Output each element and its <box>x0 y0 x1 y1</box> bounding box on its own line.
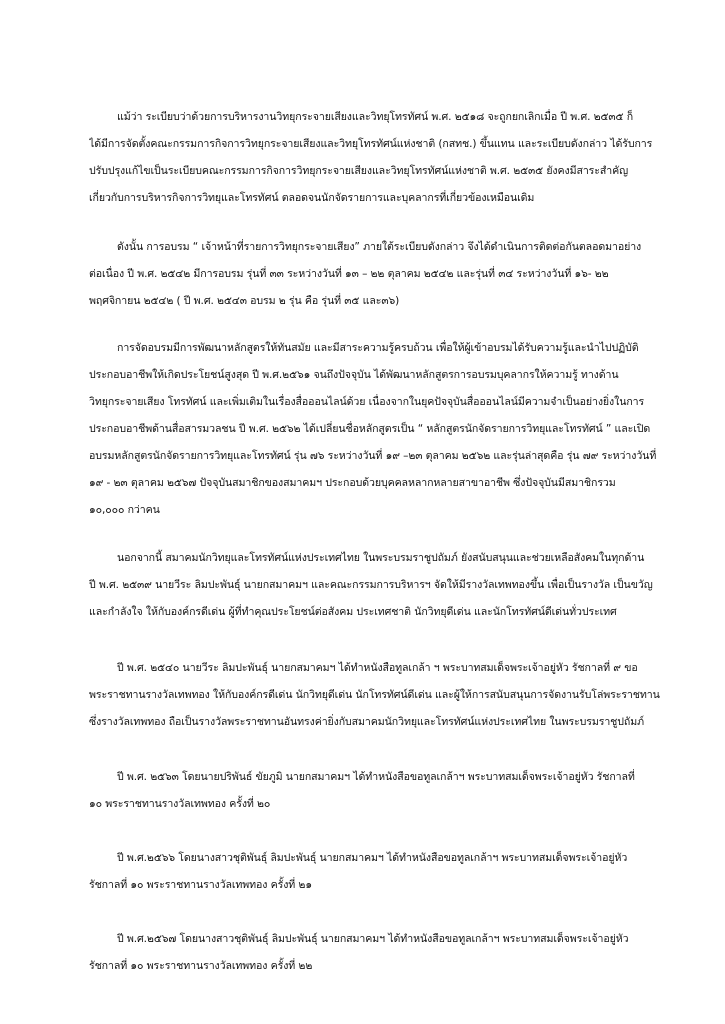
paragraph-line: ประกอบอาชีพให้เกิดประโยชน์สูงสุด ปี พ.ศ.๒๕๖๑ จนถึงปัจจุบัน ได้พัฒนาหลักสูตรการอบรมบุคลากรให้ความรู้ ทางด้าน <box>89 369 619 381</box>
paragraph-line: วิทยุกระจายเสียง โทรทัศน์ และเพิ่มเติมในเรื่องสื่อออนไลน์ด้วย เนื่องจากในยุคปัจจุบันสื่อออนไลน์มีความจำเป็นอย่างยิ่งในการ <box>89 396 645 408</box>
paragraph-line: ปี พ.ศ. ๒๕๓๙ นายวีระ ลิมปะพันธุ์ นายกสมาคมฯ และคณะกรรมการบริหารฯ จัดให้มีรางวัลเทพทองขึ้น เพื่อเป็นรางวัล เป็นขวัญ <box>89 579 653 591</box>
paragraph-line: รัชกาลที่ ๑๐ พระราชทานรางวัลเทพทอง ครั้งที่ ๒๑ <box>89 879 312 891</box>
paragraph-line: ประกอบอาชีพด้านสื่อสารมวลชน ปี พ.ศ. ๒๕๖๒ ได้เปลี่ยนชื่อหลักสูตรเป็น “ หลักสูตรนักจัดรายการวิทยุและโทรทัศน์ ” และเปิด <box>89 423 651 435</box>
paragraph-curriculum-development <box>89 335 667 524</box>
paragraph-training-sessions <box>89 234 667 315</box>
paragraph-line: เกี่ยวกับการบริหารกิจการวิทยุและโทรทัศน์ ตลอดจนนักจัดรายการและบุคลากรที่เกี่ยวข้องเหมือนเดิม <box>89 192 535 204</box>
paragraph-line: พฤศจิกายน ๒๕๔๒ ( ปี พ.ศ. ๒๕๔๓ อบรม ๒ รุ่น คือ รุ่นที่ ๓๕ และ๓๖) <box>89 295 400 307</box>
paragraph-line: ได้มีการจัดตั้งคณะกรรมการกิจการวิทยุกระจายเสียงและวิทยุโทรทัศน์แห่งชาติ (กสทช.) ขึ้นแทน และระเบียบดังกล่าว ได้รับการ <box>89 138 653 150</box>
paragraph-line: ปี พ.ศ.๒๕๖๗ โดยนางสาวชุติพันธุ์ ลิมปะพันธุ์ นายกสมาคมฯ ได้ทำหนังสือขอทูลเกล้าฯ พระบาทสมเด็จพระเจ้าอยู่หัว <box>117 933 629 945</box>
paragraph-line: อบรมหลักสูตรนักจัดรายการวิทยุและโทรทัศน์ รุ่น ๗๖ ระหว่างวันที่ ๑๙ –๒๓ ตุลาคม ๒๕๖๒ และรุ่นล่าสุดคือ รุ่น ๗๙ ระหว่างวันที่ <box>89 450 657 462</box>
paragraph-line: ปรับปรุงแก้ไขเป็นระเบียบคณะกรรมการกิจการวิทยุกระจายเสียงและวิทยุโทรทัศน์แห่งชาติ พ.ศ. ๒๕๓๕ ยังคงมีสาระสำคัญ <box>89 165 629 177</box>
paragraph-line: ปี พ.ศ. ๒๕๔๐ นายวีระ ลิมปะพันธุ์ นายกสมาคมฯ ได้ทำหนังสือทูลเกล้า ฯ พระบาทสมเด็จพระเจ้าอยู่หัว รัชกาลที่ ๙ ขอ <box>117 662 638 674</box>
paragraph-line: ปี พ.ศ.๒๕๖๖ โดยนางสาวชุติพันธุ์ ลิมปะพันธุ์ นายกสมาคมฯ ได้ทำหนังสือขอทูลเกล้าฯ พระบาทสมเด็จพระเจ้าอยู่หัว <box>117 852 628 864</box>
paragraph-line: ๑๙ - ๒๓ ตุลาคม ๒๕๖๗ ปัจจุบันสมาชิกของสมาคมฯ ประกอบด้วยบุคคลหลากหลายสาขาอาชีพ ซึ่งปัจจุบันมีสมาชิกรวม <box>89 477 616 489</box>
paragraph-royal-award-2540 <box>89 655 667 736</box>
paragraph-thepthong-award <box>89 545 667 626</box>
paragraph-line: ๑๐ พระราชทานรางวัลเทพทอง ครั้งที่ ๒๐ <box>89 798 271 810</box>
paragraph-line: ๑๐,๐๐๐ กว่าคน <box>89 504 160 516</box>
paragraph-line: ซึ่งรางวัลเทพทอง ถือเป็นรางวัลพระราชทานอันทรงค่ายิ่งกับสมาคมนักวิทยุและโทรทัศน์แห่งประเทศไทย ในพระบรมราชูปถัมภ์ <box>89 716 644 728</box>
paragraph-line: รัชกาลที่ ๑๐ พระราชทานรางวัลเทพทอง ครั้งที่ ๒๒ <box>89 960 313 972</box>
paragraph-line: และกำลังใจ ให้กับองค์กรดีเด่น ผู้ที่ทำคุณประโยชน์ต่อสังคม ประเทศชาติ นักวิทยุดีเด่น และนักโทรทัศน์ดีเด่นทั่วประเทศ <box>89 606 617 618</box>
paragraph-award-2566 <box>89 845 667 899</box>
paragraph-line: พระราชทานรางวัลเทพทอง ให้กับองค์กรดีเด่น นักวิทยุดีเด่น นักโทรทัศน์ดีเด่น และผู้ให้การสนับสนุนการจัดงานรับโล่พระราชทาน <box>89 689 660 701</box>
paragraph-line: นอกจากนี้ สมาคมนักวิทยุและโทรทัศน์แห่งประเทศไทย ในพระบรมราชูปถัมภ์ ยังสนับสนุนและช่วยเหลือสังคมในทุกด้าน <box>117 552 645 564</box>
paragraph-award-2567 <box>89 926 667 980</box>
paragraph-line: การจัดอบรมมีการพัฒนาหลักสูตรให้ทันสมัย และมีสาระความรู้ครบถ้วน เพื่อให้ผู้เข้าอบรมได้รับความรู้และนำไปปฏิบัติ <box>117 342 639 354</box>
paragraph-line: ต่อเนื่อง ปี พ.ศ. ๒๕๔๒ มีการอบรม รุ่นที่ ๓๓ ระหว่างวันที่ ๑๓ – ๒๒ ตุลาคม ๒๕๔๒ และรุ่นที่ ๓๔ ระหว่างวันที่ ๑๖- ๒๒ <box>89 268 609 280</box>
paragraph-line: ปี พ.ศ. ๒๕๖๓ โดยนายปริพันธ์ ขัยภูมิ นายกสมาคมฯ ได้ทำหนังสือขอทูลเกล้าฯ พระบาทสมเด็จพระเจ้าอยู่หัว รัชกาลที่ <box>117 771 635 783</box>
paragraph-radio-regulation-history <box>89 104 667 212</box>
paragraph-award-2563 <box>89 764 667 818</box>
paragraph-line: แม้ว่า ระเบียบว่าด้วยการบริหารงานวิทยุกระจายเสียงและวิทยุโทรทัศน์ พ.ศ. ๒๕๑๘ จะถูกยกเลิกเมื่อ ปี พ.ศ. ๒๕๓๕ ก็ <box>117 111 634 123</box>
paragraph-line: ดังนั้น การอบรม “ เจ้าหน้าที่รายการวิทยุกระจายเสียง” ภายใต้ระเบียบดังกล่าว จึงได้ดำเนินการติดต่อกันตลอดมาอย่าง <box>117 241 642 253</box>
